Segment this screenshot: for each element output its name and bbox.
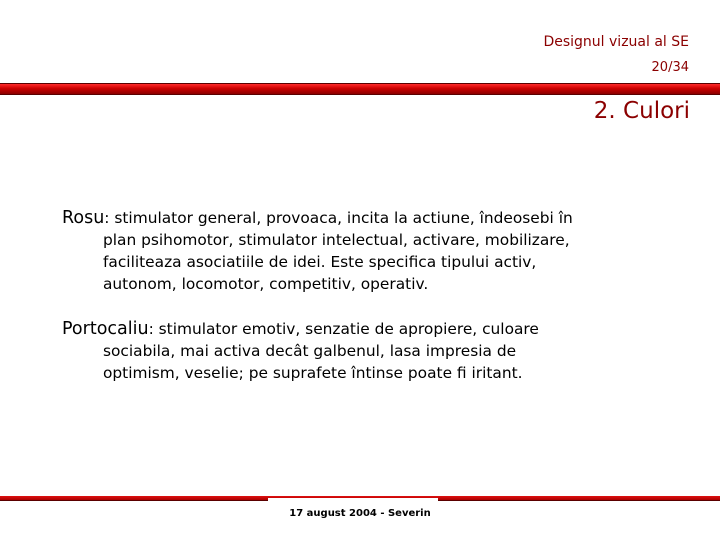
term-rosu: Rosu [62,208,105,228]
definition-line: optimism, veselie; pe suprafete întinse poate fi iritant. [103,364,523,382]
footer-box [268,498,438,540]
paragraph-continuation [103,340,702,384]
definition-line: sociabila, mai activa decât galbenul, lasa impresia de [103,342,517,360]
definition-first-line: : stimulator emotiv, senzatie de apropiere, culoare [148,320,539,338]
paragraph-first-line [62,318,702,340]
definition-first-line: : stimulator general, provoaca, incita la actiune, îndeosebi în [104,209,573,227]
footer-text: 17 august 2004 - Severin [289,508,431,519]
paragraph-rosu [62,207,702,295]
top-divider-bar [0,83,720,95]
page-number: 20/34 [651,60,689,75]
paragraph-continuation [103,229,702,295]
paragraph-first-line [62,207,702,229]
definition-line: autonom, locomotor, competitiv, operativ. [103,275,429,293]
definition-line: faciliteaza asociatiile de idei. Este specifica tipului activ, [103,253,537,271]
header-title: Designul vizual al SE [543,34,689,50]
paragraph-portocaliu [62,318,702,384]
slide-heading: 2. Culori [593,98,690,124]
definition-line: plan psihomotor, stimulator intelectual, activare, mobilizare, [103,231,570,249]
term-portocaliu: Portocaliu [62,319,149,339]
